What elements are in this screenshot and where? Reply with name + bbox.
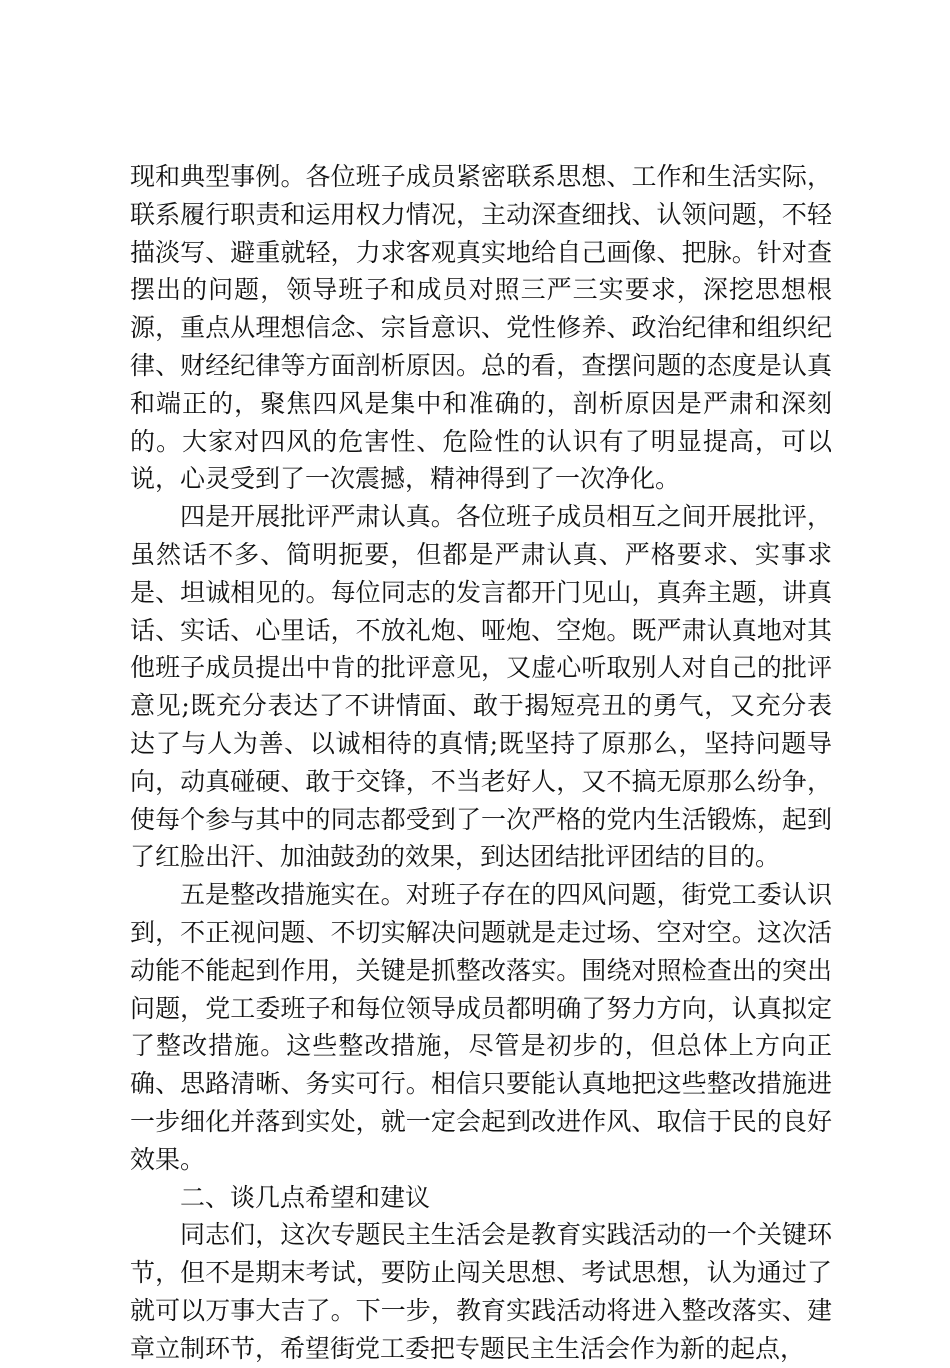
paragraph-criticism-serious: 四是开展批评严肃认真。各位班子成员相互之间开展批评，虽然话不多、简明扼要，但都是严肃认真、严格要求、实事求是、坦诚相见的。每位同志的发言都开门见山，真奔主题，讲真话、实话、心里话，不放礼炮、哑炮、空炮。既严肃认真地对其他班子成员提出中肯的批评意见，又虚心听取别人对自己的批评意见;既充分表达了不讲情面、敢于揭短亮丑的勇气，又充分表达了与人为善、以诚相待的真情;既坚持了原那么，坚持问题导向，动真碰硬、敢于交锋，不当老好人，又不搞无原那么纷争，使每个参与其中的同志都受到了一次严格的党内生活锻炼，起到了红脸出汗、加油鼓劲的效果，到达团结批评团结的目的。 [130, 502, 832, 872]
paragraph-rectification-measures: 五是整改措施实在。对班子存在的四风问题，街党工委认识到，不正视问题、不切实解决问题就是走过场、空对空。这次活动能不能起到作用，关键是抓整改落实。围绕对照检查出的突出问题，党工委班子和每位领导成员都明确了努力方向，认真拟定了整改措施。这些整改措施，尽管是初步的，但总体上方向正确、思路清晰、务实可行。相信只要能认真地把这些整改措施进一步细化并落到实处，就一定会起到改进作风、取信于民的良好效果。 [130, 880, 832, 1174]
document-body [130, 158, 832, 1368]
paragraph-self-examination-continued: 现和典型事例。各位班子成员紧密联系思想、工作和生活实际，联系履行职责和运用权力情况，主动深查细找、认领问题，不轻描淡写、避重就轻，力求客观真实地给自己画像、把脉。针对查摆出的问题，领导班子和成员对照三严三实要求，深挖思想根源，重点从理想信念、宗旨意识、党性修养、政治纪律和组织纪律、财经纪律等方面剖析原因。总的看，查摆问题的态度是认真和端正的，聚焦四风是集中和准确的，剖析原因是严肃和深刻的。大家对四风的危害性、危险性的认识有了明显提高，可以说，心灵受到了一次震撼，精神得到了一次净化。 [130, 162, 832, 494]
section-heading-hopes-and-suggestions: 二、谈几点希望和建议 [180, 1182, 431, 1212]
paragraph-next-steps: 同志们，这次专题民主生活会是教育实践活动的一个关键环节，但不是期末考试，要防止闯关思想、考试思想，认为通过了就可以万事大吉了。下一步，教育实践活动将进入整改落实、建章立制环节，希望街党工委把专题民主生活会作为新的起点， [130, 1220, 832, 1363]
